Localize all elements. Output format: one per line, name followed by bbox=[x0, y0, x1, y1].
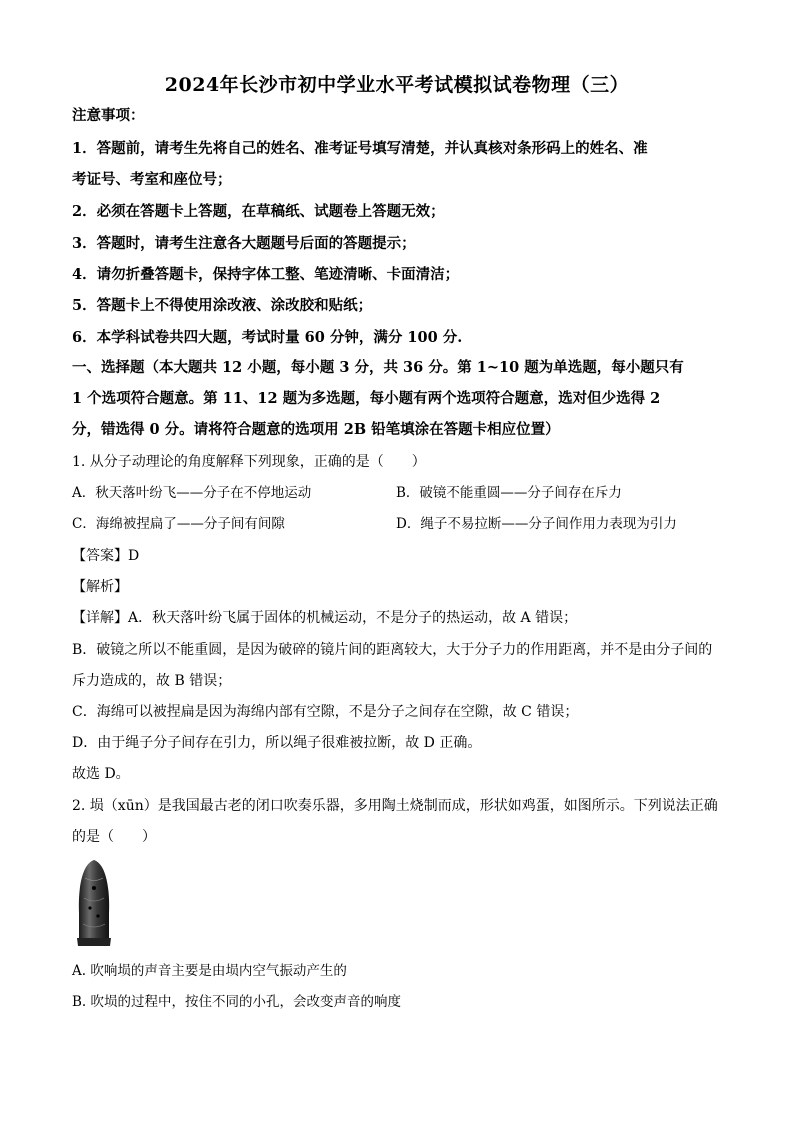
page-title: 2024年长沙市初中学业水平考试模拟试卷物理（三） bbox=[164, 74, 630, 96]
answer-value: D bbox=[128, 548, 140, 564]
q1-conclusion: 故选 D。 bbox=[72, 766, 130, 782]
section-heading-line-1: 一、选择题（本大题共 12 小题，每小题 3 分，共 36 分。第 1~10 题为单选题，每小题只有 bbox=[72, 359, 684, 376]
q1-detail-line-5: D．由于绳子分子间存在引力，所以绳子很难被拉断，故 D 正确。 bbox=[72, 735, 482, 751]
q1-stem: 1. 从分子动理论的角度解释下列现象，正确的是（ ） bbox=[72, 454, 426, 470]
section-heading-line-2: 1 个选项符合题意。第 11、12 题为多选题，每小题有两个选项符合题意，选对但少选得 2 bbox=[72, 390, 661, 407]
q1-detail-line-2: B．破镜之所以不能重圆，是因为破碎的镜片间的距离较大，大于分子力的作用距离，并不是由分子间的 bbox=[72, 642, 713, 658]
q1-analysis-tag: 【解析】 bbox=[72, 579, 128, 595]
q1-detail-line-4: C．海绵可以被捏扁是因为海绵内部有空隙，不是分子之间存在空隙，故 C 错误； bbox=[72, 704, 579, 720]
notice-item-6: 6．本学科试卷共四大题，考试时量 60 分钟，满分 100 分. bbox=[72, 329, 463, 346]
notice-item-4: 4．请勿折叠答题卡，保持字体工整、笔迹清晰、卡面清洁； bbox=[72, 266, 460, 283]
q1-option-a: A．秋天落叶纷飞——分子在不停地运动 bbox=[72, 485, 312, 501]
q1-option-d: D．绳子不易拉断——分子间作用力表现为引力 bbox=[396, 516, 677, 532]
detail-tag: 【详解】 bbox=[72, 610, 128, 626]
q2-stem-line-1: 2. 埙（xūn）是我国最古老的闭口吹奏乐器，多用陶土烧制而成，形状如鸡蛋，如图所示。下列说法正确 bbox=[72, 798, 718, 814]
notice-item-1: 1．答题前，请考生先将自己的姓名、准考证号填写清楚，并认真核对条形码上的姓名、准 bbox=[72, 140, 648, 157]
answer-tag: 【答案】 bbox=[72, 548, 128, 564]
q1-option-b: B．破镜不能重圆——分子间存在斥力 bbox=[396, 485, 622, 501]
notice-item-5: 5．答题卡上不得使用涂改液、涂改胶和贴纸； bbox=[72, 297, 373, 314]
notice-heading: 注意事项： bbox=[72, 107, 145, 124]
notice-item-3: 3．答题时，请考生注意各大题题号后面的答题提示； bbox=[72, 235, 416, 252]
q2-option-b: B. 吹埙的过程中，按住不同的小孔，会改变声音的响度 bbox=[72, 994, 402, 1010]
xun-instrument-image bbox=[76, 858, 112, 948]
notice-item-1-cont: 考证号、考室和座位号； bbox=[72, 171, 232, 188]
detail-text: A．秋天落叶纷飞属于固体的机械运动，不是分子的热运动，故 A 错误； bbox=[128, 610, 578, 626]
q2-option-a: A. 吹响埙的声音主要是由埙内空气振动产生的 bbox=[72, 963, 347, 979]
section-heading-line-3: 分，错选得 0 分。请将符合题意的选项用 2B 铅笔填涂在答题卡相应位置） bbox=[72, 421, 560, 438]
q1-detail-line-1 bbox=[72, 608, 722, 628]
q2-stem-line-2: 的是（ ） bbox=[72, 829, 156, 845]
notice-item-2: 2．必须在答题卡上答题，在草稿纸、试题卷上答题无效； bbox=[72, 203, 445, 220]
q1-option-c: C．海绵被捏扁了——分子间有间隙 bbox=[72, 516, 285, 532]
q1-answer bbox=[72, 546, 722, 566]
q1-detail-line-3: 斥力造成的，故 B 错误； bbox=[72, 673, 232, 689]
